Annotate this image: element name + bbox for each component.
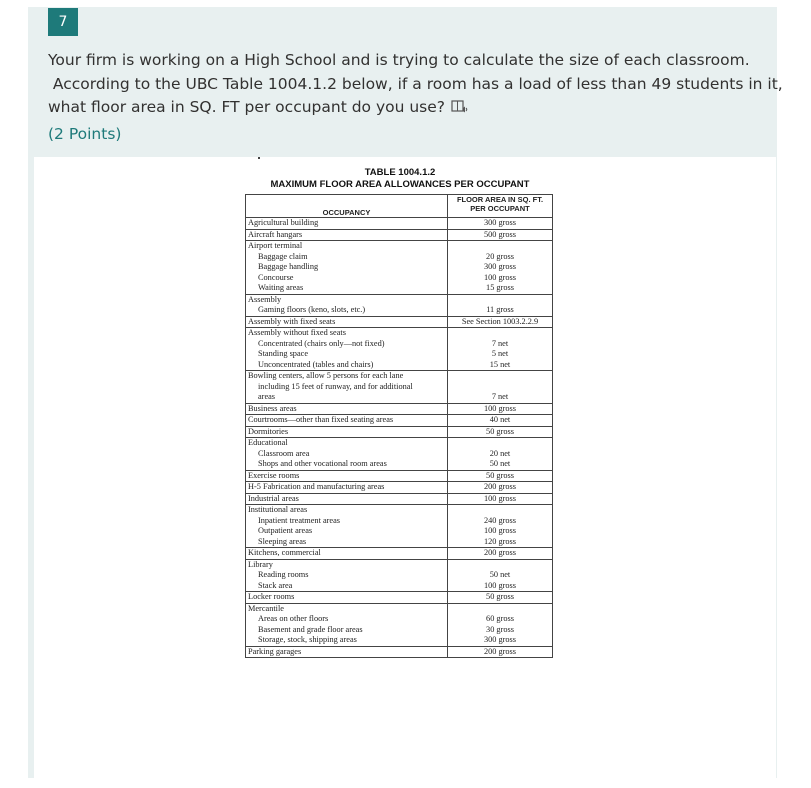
floor-area-value: 11 gross [486,305,514,314]
occupancy-header: OCCUPANCY [246,195,448,218]
floor-area-value: 30 gross [486,624,514,634]
floor-area-value: 15 net [489,359,511,369]
table-row [246,493,553,505]
occupancy-cell [246,646,448,658]
table-caption: MAXIMUM FLOOR AREA ALLOWANCES PER OCCUPANT [270,179,530,190]
floor-area-value: 100 gross [483,580,517,590]
occupancy-cell [246,482,448,494]
table-row [246,646,553,658]
floor-area-value: 50 gross [486,470,514,480]
occupancy-label: Assembly with fixed seats [248,316,336,326]
occupancy-sub-label: Basement and grade floor areas [258,624,363,634]
floor-area-cell [448,470,553,482]
floor-area-cell [448,426,553,438]
occupancy-cell [246,316,448,328]
table-row [246,328,553,371]
occupancy-sub-label: including 15 feet of runway, and for additional [258,381,413,391]
table-row [246,482,553,494]
occupancy-label: Bowling centers, allow 5 persons for each lane [248,371,404,380]
floor-area-cell [448,415,553,427]
occupancy-label: Industrial areas [248,493,299,503]
occupancy-sub-label: Concourse [258,272,294,282]
floor-area-value: 40 net [489,415,511,424]
floor-area-value: 200 gross [483,646,517,656]
floor-area-cell [448,241,553,295]
floor-area-cell [448,493,553,505]
floor-area-value: 500 gross [483,229,517,239]
table-row [246,470,553,482]
floor-area-cell [448,603,553,646]
floor-area-cell [448,371,553,404]
table-row [246,505,553,548]
occupancy-sub-label: Baggage handling [258,262,319,271]
occupancy-sub-label: Standing space [258,349,309,358]
question-text [48,49,783,146]
occupancy-label: Locker rooms [248,592,295,601]
floor-area-value: 50 gross [486,426,514,436]
occupancy-sub-label: areas [258,392,276,401]
floor-area-value: 300 gross [483,635,517,644]
floor-area-value: 100 gross [483,272,517,282]
table-row [246,371,553,404]
immersive-reader-icon[interactable] [451,99,469,123]
floor-area-value: 20 gross [486,251,514,261]
floor-area-value: 15 gross [486,283,514,292]
floor-area-value: 300 gross [483,218,517,227]
table-row [246,241,553,295]
occupancy-cell [246,559,448,592]
table-row [246,548,553,560]
floor-area-cell [448,548,553,560]
occupancy-cell [246,426,448,438]
floor-area-cell [448,229,553,241]
floor-area-value: 5 net [491,349,509,358]
occupancy-label: Library [248,559,273,569]
floor-area-value: 7 net [491,338,509,348]
occupancy-cell [246,470,448,482]
floor-area-cell [448,438,553,471]
table-row [246,603,553,646]
question-number-badge: 7 [48,8,78,36]
table-row [246,316,553,328]
floor-area-cell [448,592,553,604]
occupancy-sub-label: Inpatient treatment areas [258,515,341,525]
occupancy-sub-label: Classroom area [258,448,310,458]
floor-area-cell [448,328,553,371]
floor-area-value: 240 gross [483,515,517,525]
occupancy-cell [246,294,448,316]
table-header-row [246,195,553,218]
floor-area-value: 100 gross [483,493,517,503]
floor-area-cell [448,482,553,494]
floor-area-cell [448,559,553,592]
points-label: (2 Points) [48,124,122,143]
floor-area-value: 50 gross [486,592,514,601]
floor-area-cell [448,646,553,658]
floor-area-value: 300 gross [483,262,517,271]
floor-area-cell [448,294,553,316]
occupancy-cell [246,229,448,241]
occupancy-cell [246,548,448,560]
table-title [245,167,555,191]
occupancy-cell [246,328,448,371]
floor-area-header: FLOOR AREA IN SQ. FT. PER OCCUPANT [448,195,553,218]
floor-area-value: 50 net [489,570,511,579]
occupancy-label: Agricultural building [248,218,319,227]
floor-area-value: 120 gross [483,536,517,546]
occupancy-label: H-5 Fabrication and manufacturing areas [248,482,385,491]
occupancy-label: Airport terminal [248,241,303,250]
occupancy-sub-label: Baggage claim [258,251,308,261]
floor-area-cell [448,505,553,548]
occupancy-sub-label: Sleeping areas [258,536,307,546]
floor-area-cell [448,218,553,230]
occupancy-cell [246,371,448,404]
table-row [246,438,553,471]
question-line-2: According to the UBC Table 1004.1.2 below, if a room has a load of less than 49 students in it, [48,74,783,93]
occupancy-label: Kitchens, commercial [248,548,321,557]
question-line-1: Your firm is working on a High School and is trying to calculate the size of each classroom. [48,51,750,69]
occupancy-label: Courtrooms—other than fixed seating areas [248,415,394,424]
floor-area-value: 60 gross [486,614,514,623]
occupancy-label: Assembly [248,294,282,304]
floor-area-value: 100 gross [483,403,517,413]
occupancy-sub-label: Shops and other vocational room areas [258,459,387,468]
occupancy-label: Aircraft hangars [248,229,303,239]
occupancy-sub-label: Waiting areas [258,283,304,292]
scan-mark [258,157,260,159]
floor-area-value: 50 net [489,459,511,468]
table-row [246,559,553,592]
occupancy-sub-label: Areas on other floors [258,614,329,623]
floor-area-value: 20 net [489,448,511,458]
floor-area-value: 7 net [491,392,509,401]
occupancy-label: Assembly without fixed seats [248,328,346,337]
occupancy-label: Mercantile [248,603,284,613]
occupancy-sub-label: Storage, stock, shipping areas [258,635,357,644]
occupancy-label: Institutional areas [248,505,308,514]
occupancy-label: Dormitories [248,426,289,436]
floor-area-table [245,194,553,658]
table-row [246,426,553,438]
floor-area-cell [448,316,553,328]
occupancy-cell [246,218,448,230]
table-row [246,592,553,604]
floor-area-value: 100 gross [483,526,517,535]
table-number: TABLE 1004.1.2 [364,167,436,178]
table-row [246,229,553,241]
table-row [246,294,553,316]
occupancy-cell [246,241,448,295]
occupancy-cell [246,403,448,415]
occupancy-cell [246,592,448,604]
occupancy-label: Educational [248,438,288,447]
occupancy-sub-label: Stack area [258,580,293,590]
floor-area-value: See Section 1003.2.2.9 [461,316,539,326]
table-row [246,218,553,230]
occupancy-sub-label: Gaming floors (keno, slots, etc.) [258,305,366,314]
occupancy-label: Business areas [248,403,297,413]
floor-area-value: 200 gross [483,548,517,557]
question-line-3: what floor area in SQ. FT per occupant do you use? [48,96,768,123]
occupancy-cell [246,603,448,646]
occupancy-cell [246,438,448,471]
occupancy-sub-label: Outpatient areas [258,526,313,535]
occupancy-label: Parking garages [248,646,302,656]
occupancy-sub-label: Unconcentrated (tables and chairs) [258,359,374,369]
occupancy-cell [246,493,448,505]
floor-area-value: 200 gross [483,482,517,491]
table-row [246,415,553,427]
occupancy-sub-label: Concentrated (chairs only—not fixed) [258,338,385,348]
occupancy-cell [246,415,448,427]
occupancy-label: Exercise rooms [248,470,300,480]
occupancy-sub-label: Reading rooms [258,570,309,579]
table-body [246,218,553,658]
floor-area-cell [448,403,553,415]
table-row [246,403,553,415]
occupancy-cell [246,505,448,548]
